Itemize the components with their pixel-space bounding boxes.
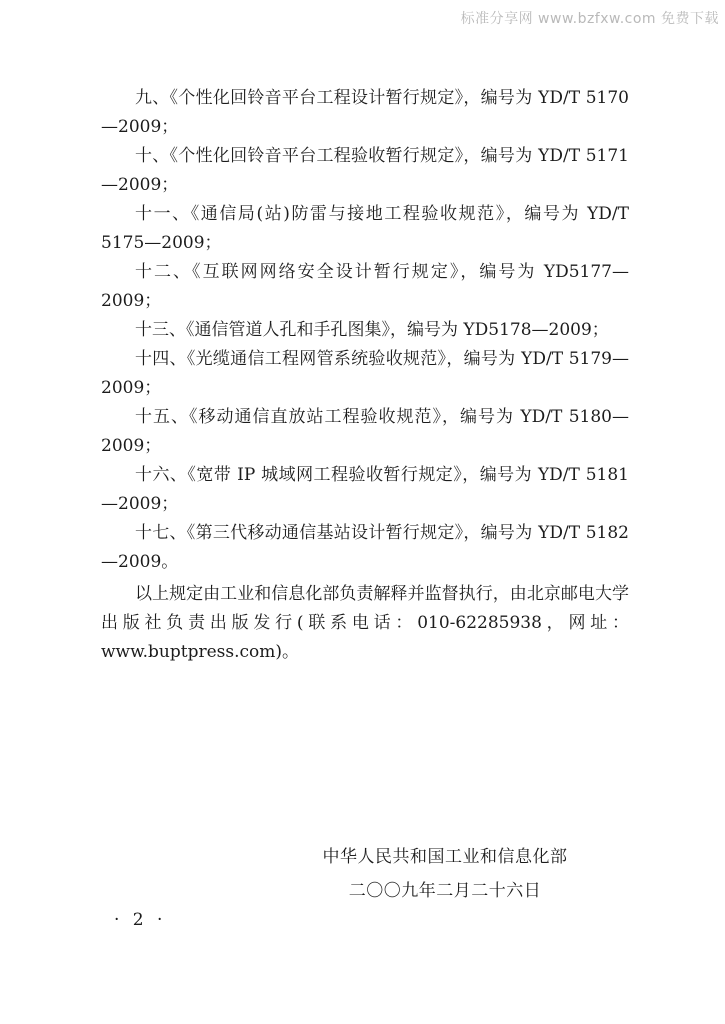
page-number: · 2 · [114, 910, 167, 930]
issue-date: 二〇〇九年二月二十六日 [348, 881, 542, 901]
closing-paragraph: 以上规定由工业和信息化部负责解释并监督执行，由北京邮电大学出版社负责出版发行(联系电话：010-62285938，网址：www.buptpress.com)。 [101, 584, 629, 662]
list-item: 十二、《互联网网络安全设计暂行规定》，编号为 YD5177—2009； [101, 262, 629, 311]
issuer-block [300, 840, 590, 908]
list-item: 十七、《第三代移动通信基站设计暂行规定》，编号为 YD/T 5182—2009。 [101, 523, 629, 572]
list-item: 十一、《通信局(站)防雷与接地工程验收规范》，编号为 YD/T 5175—2009； [101, 204, 629, 253]
list-item: 十六、《宽带 IP 城域网工程验收暂行规定》，编号为 YD/T 5181—2009； [101, 465, 629, 514]
list-item: 十三、《通信管道人孔和手孔图集》，编号为 YD5178—2009； [135, 320, 609, 340]
list-item: 九、《个性化回铃音平台工程设计暂行规定》，编号为 YD/T 5170—2009； [101, 88, 629, 137]
list-item: 十五、《移动通信直放站工程验收规范》，编号为 YD/T 5180—2009； [101, 407, 629, 456]
list-item: 十、《个性化回铃音平台工程验收暂行规定》，编号为 YD/T 5171—2009； [101, 146, 629, 195]
issuer-organization: 中华人民共和国工业和信息化部 [322, 847, 568, 867]
document-body [101, 84, 629, 667]
site-watermark: 标准分享网 www.bzfxw.com 免费下载 [460, 11, 719, 27]
list-item: 十四、《光缆通信工程网管系统验收规范》，编号为 YD/T 5179—2009； [101, 349, 629, 398]
